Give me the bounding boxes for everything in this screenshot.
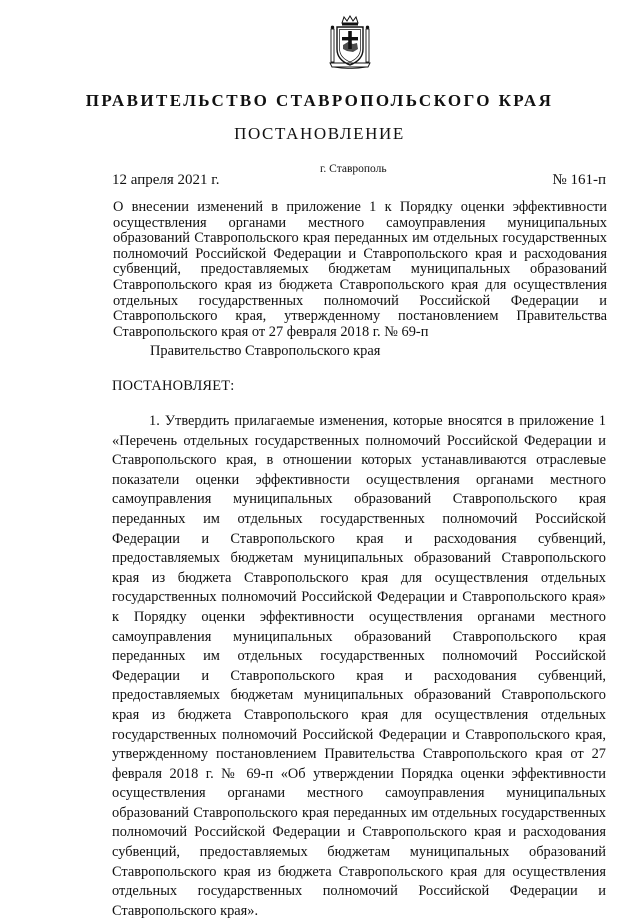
preamble-text: Правительство Ставропольского края xyxy=(150,343,381,359)
paragraph-1: 1. Утвердить прилагаемые изменения, которые вносятся в приложение 1 «Перечень отдельных государственных полномочий Российской Федерации и Ставропольского края, в отношении которых устанавливаются отраслевые показатели оценки эффективности осуществления органами местного самоуправления муниципальных образований Ставропольского края переданных им отдельных государственных полномочий Российской Федерации и Ставропольского края и расходования субвенций, предоставляемых бюджетам муниципальных образований Ставропольского края из бюджета Ставропольского края для осуществления отдельных государственных полномочий Российской Федерации и Ставропольского края» к Порядку оценки эффективности осуществления органами местного самоуправления муниципальных образований Ставропольского края переданных им отдельных государственных полномочий Российской Федерации и Ставропольского края и расходования субвенций, предоставляемых бюджетам муниципальных образований Ставропольского края из бюджета Ставропольского края для осуществления отдельных государственных полномочий Российской Федерации и Ставропольского края, утвержденному постановлением Правительства Ставропольского края от 27 февраля 2018 г. № 69-п «Об утверждении Порядка оценки эффективности осуществления органами местного самоуправления муниципальных образований Ставропольского края переданных им отдельных государственных полномочий Российской Федерации и Ставропольского края и расходования субвенций, предоставляемых бюджетам муниципальных образований Ставропольского края из бюджета Ставропольского края для осуществления отдельных государственных полномочий Российской Федерации и Ставропольского края». xyxy=(112,413,606,919)
document-date: 12 апреля 2021 г. xyxy=(112,172,220,188)
document-subject: О внесении изменений в приложение 1 к Порядку оценки эффективности осуществления органами местного самоуправления муниципальных образований Ставропольского края переданных им отдельных государственных полномочий Российской Федерации и Ставропольского края и расходования субвенций, предоставляемых бюджетам муниципальных образований Ставропольского края из бюджета Ставропольского края для осуществления отдельных государственных полномочий Российской Федерации и Ставропольского края, утвержденному постановлением Правительства Ставропольского края от 27 февраля 2018 г. № 69-п xyxy=(113,199,607,340)
document-city: г. Ставрополь xyxy=(320,163,387,175)
stavropol-coat-of-arms-icon xyxy=(327,14,373,70)
document-number: № 161-п xyxy=(552,172,606,188)
government-title: ПРАВИТЕЛЬСТВО СТАВРОПОЛЬСКОГО КРАЯ xyxy=(85,91,554,110)
document-type-title: ПОСТАНОВЛЕНИЕ xyxy=(234,124,405,143)
decree-heading: ПОСТАНОВЛЯЕТ: xyxy=(112,378,235,394)
